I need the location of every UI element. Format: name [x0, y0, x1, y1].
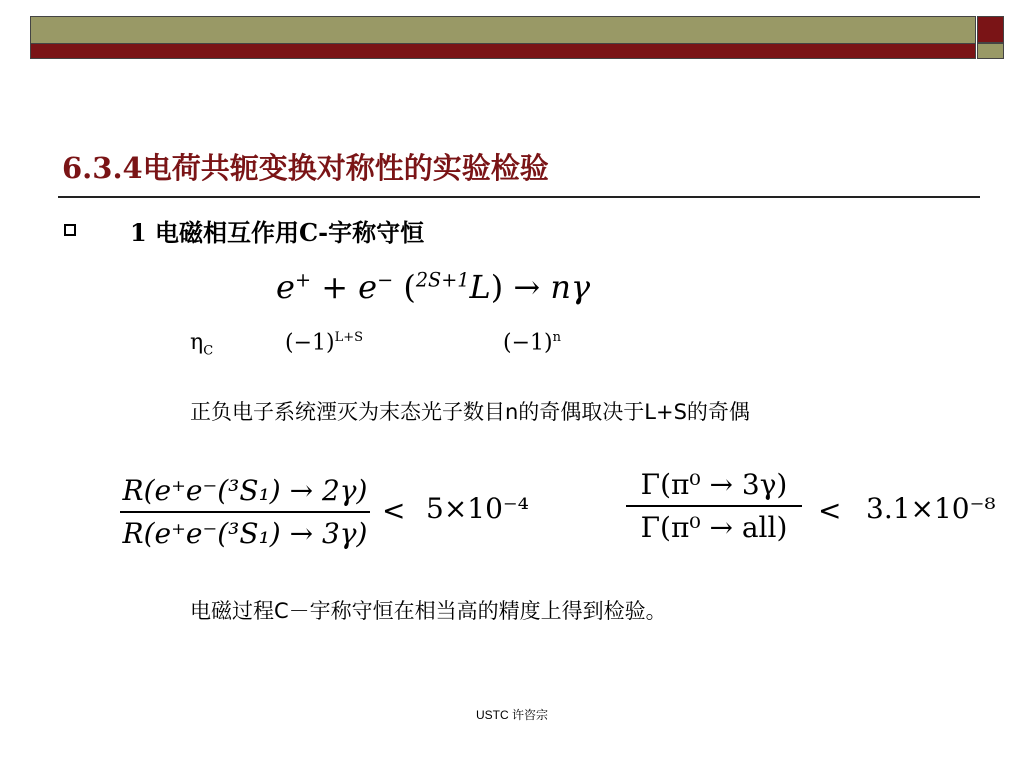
conclusion-text: 电磁过程C－宇称守恒在相当高的精度上得到检验。: [190, 599, 667, 623]
parity-l-plus-s: $(-1)^{L+S}$: [285, 330, 364, 356]
ratio-positronium: [120, 474, 370, 550]
annihilation-equation: e+ + e− ($^{2S+1}$L) → nγ: [276, 268, 591, 306]
parity-n: $(-1)^n$: [503, 330, 561, 356]
slide-title: 6.3.4电荷共轭变换对称性的实验检验: [62, 151, 549, 185]
ratio-pion-numerator: Γ(π⁰ → 3γ): [640, 468, 788, 501]
header-band-maroon: [30, 43, 976, 59]
bullet-heading: 1 电磁相互作用C-宇称守恒: [130, 218, 425, 247]
fraction-bar: [626, 505, 802, 507]
explanation-text: 正负电子系统湮灭为末态光子数目n的奇偶取决于L+S的奇偶: [190, 400, 750, 424]
title-divider: [58, 196, 980, 198]
footer-credit: USTC 许咨宗: [475, 708, 548, 722]
header-band-olive: [30, 16, 976, 45]
ratio-positronium-numerator: R(e⁺e⁻(³S₁) → 2γ): [122, 474, 368, 507]
header-square-olive: [977, 43, 1004, 59]
fraction-bar: [120, 511, 370, 513]
ratio-pion: [626, 468, 802, 544]
less-than-sign: <: [382, 494, 406, 527]
ratio-positronium-limit: 5×10⁻⁴: [426, 492, 529, 525]
bullet-square-icon: [64, 224, 76, 236]
ratio-pion-limit: 3.1×10⁻⁸: [866, 492, 996, 525]
eta-c-label: $\eta_C$: [190, 330, 214, 359]
less-than-sign: <: [818, 494, 842, 527]
header-square-maroon: [977, 16, 1004, 43]
ratio-pion-denominator: Γ(π⁰ → all): [640, 511, 788, 544]
ratio-positronium-denominator: R(e⁺e⁻(³S₁) → 3γ): [122, 517, 368, 550]
